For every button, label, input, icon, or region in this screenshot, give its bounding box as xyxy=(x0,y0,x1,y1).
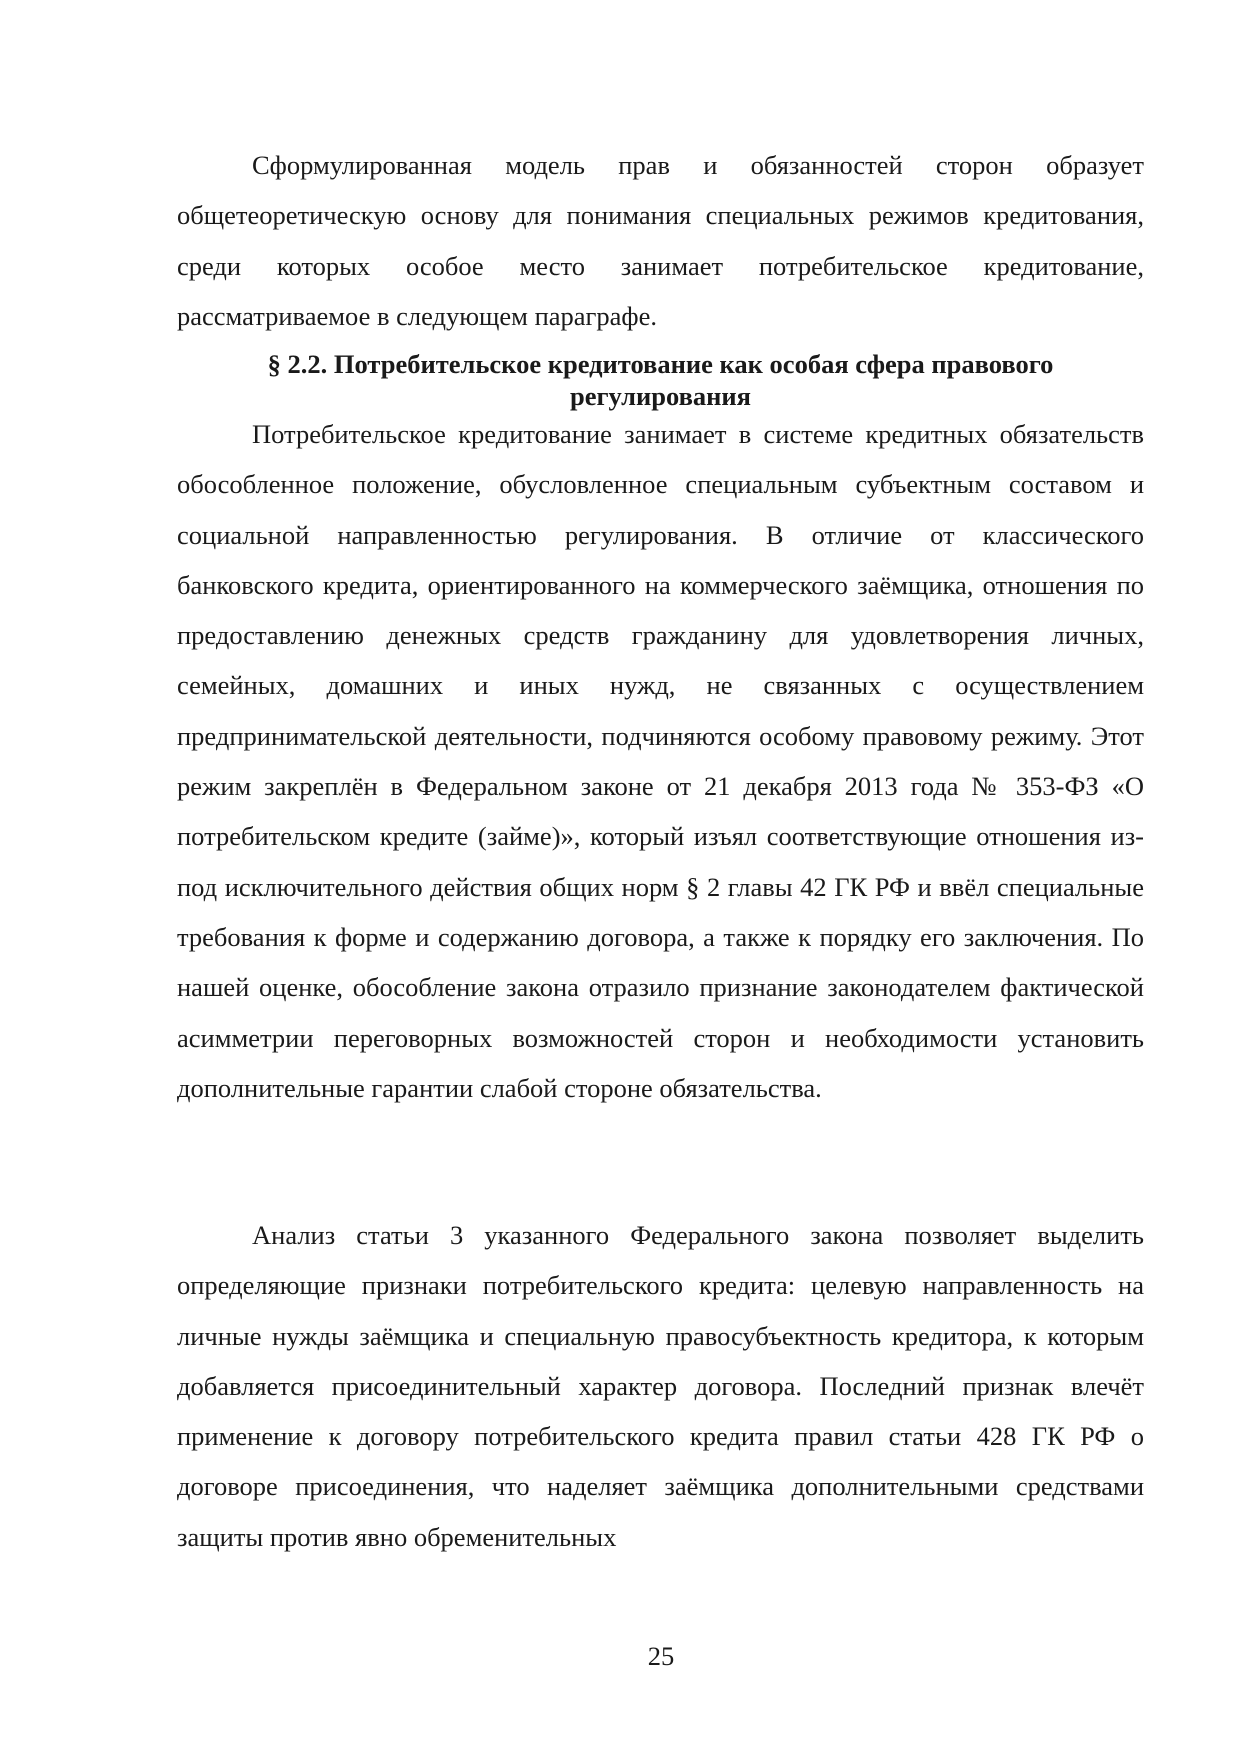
text-block-2 xyxy=(177,409,1144,1113)
page-number: 25 xyxy=(647,1641,675,1671)
paragraph-article-3-analysis: Анализ статьи 3 указанного Федерального закона позволяет выделить определяющие признаки потребительского кредита: целевую направленность на личные нужды заёмщика и специальную правосубъектность кредитора, к которым добавляется присоединительный характер договора. Последний признак влечёт применение к договору потребительского кредита правил статьи 428 ГК РФ о договоре присоединения, что наделяет заёмщика дополнительными средствами защиты против явно обременительных xyxy=(177,1220,1144,1552)
paragraph-intro: Сформулированная модель прав и обязанностей сторон образует общетеоретическую основу для понимания специальных режимов кредитования, среди которых особое место занимает потребительское кредитование, рассматриваемое в следующем параграфе. xyxy=(177,150,1144,331)
paragraph-consumer-credit: Потребительское кредитование занимает в системе кредитных обязательств обособленное положение, обусловленное специальным субъектным составом и социальной направленностью регулирования. В отличие от классического банковского кредита, ориентированного на коммерческого заёмщика, отношения по предоставлению денежных средств гражданину для удовлетворения личных, семейных, домашних и иных нужд, не связанных с осуществлением предпринимательской деятельности, подчиняются особому правовому режиму. Этот режим закреплён в Федеральном законе от 21 декабря 2013 года № 353-ФЗ «О потребительском кредите (займе)», который изъял соответствующие отношения из-под исключительного действия общих норм § 2 главы 42 ГК РФ и ввёл специальные требования к форме и содержанию договора, а также к порядку его заключения. По нашей оценке, обособление закона отразило признание законодателем фактической асимметрии переговорных возможностей сторон и необходимости установить дополнительные гарантии слабой стороне обязательства. xyxy=(177,419,1144,1103)
text-block-1 xyxy=(177,140,1144,341)
text-block-3 xyxy=(177,1210,1144,1562)
section-heading: § 2.2. Потребительское кредитование как особая сфера правового регулирования xyxy=(267,349,1054,411)
